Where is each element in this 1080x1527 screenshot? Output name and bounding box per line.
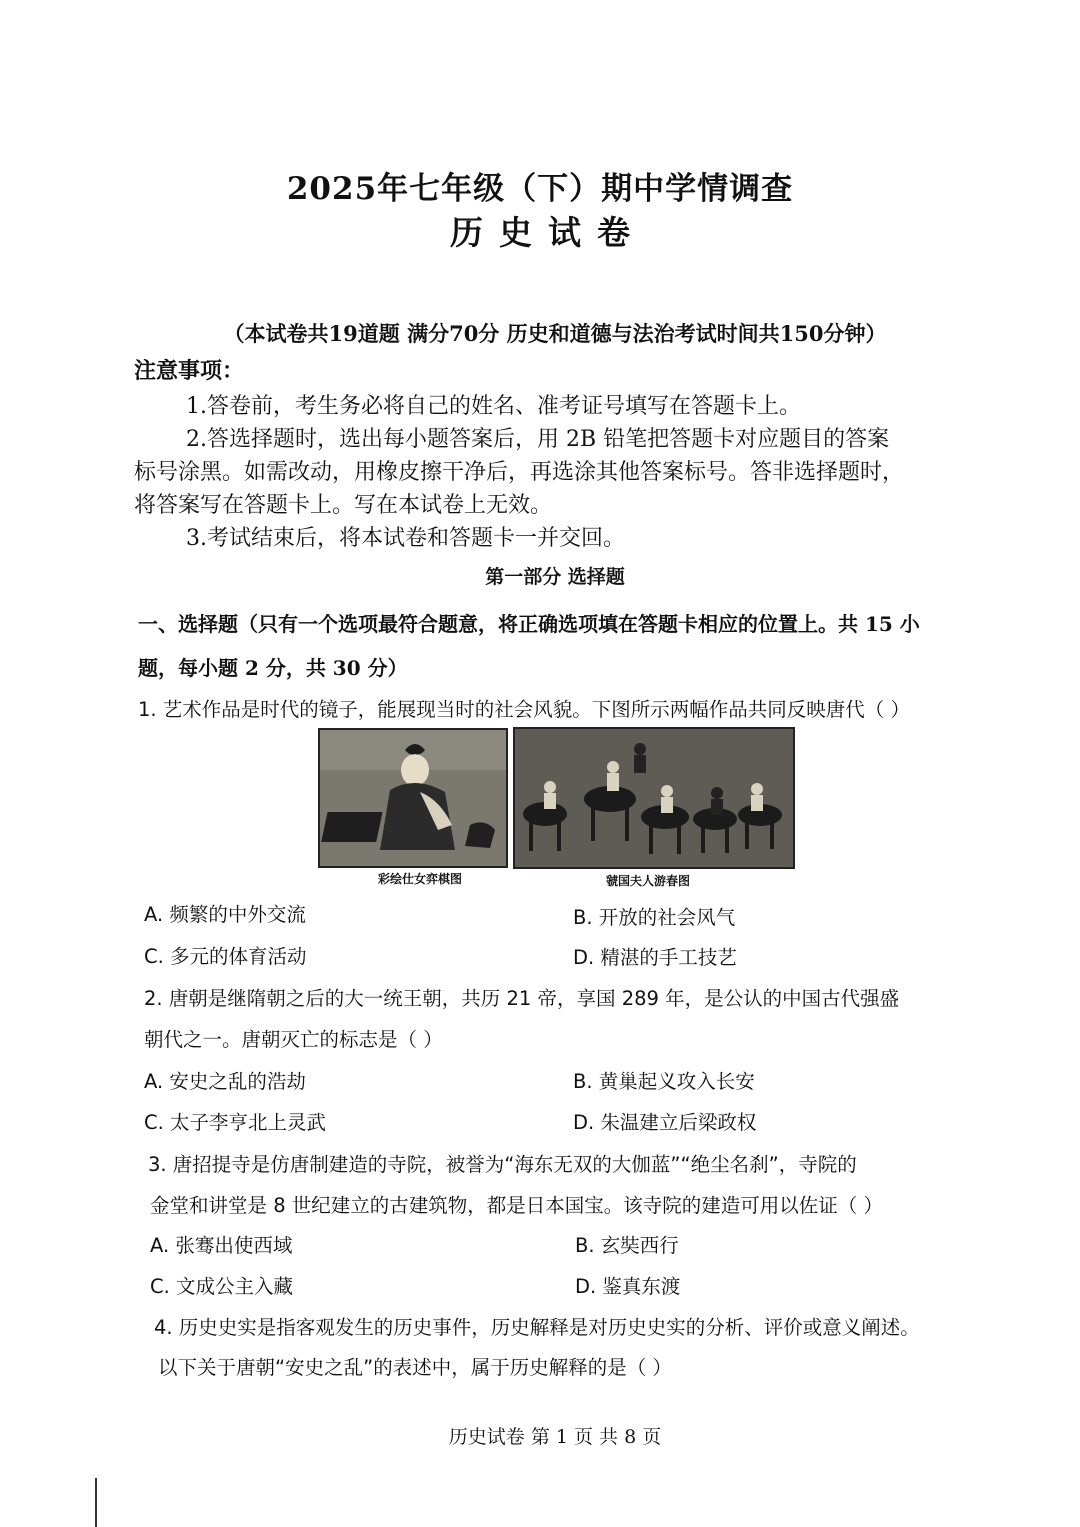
option-b: B. 开放的社会风气: [573, 906, 736, 929]
notice-line: 2.答选择题时，选出每小题答案后，用 2B 铅笔把答题卡对应题目的答案: [186, 427, 890, 452]
part-heading: 第一部分 选择题: [485, 566, 625, 588]
option-a: A. 安史之乱的浩劫: [144, 1070, 306, 1093]
option-c: C. 太子李亨北上灵武: [144, 1111, 327, 1134]
option-b: B. 玄奘西行: [575, 1234, 679, 1257]
section-instructions: 一、选择题（只有一个选项最符合题意，将正确选项填在答题卡相应的位置上。共 15 小: [138, 612, 920, 636]
painting-lady-guoguo-spring-outing: [513, 727, 795, 869]
option-a: A. 频繁的中外交流: [144, 903, 306, 926]
scan-edge-line: [95, 1478, 97, 1527]
option-d: D. 鉴真东渡: [575, 1275, 681, 1298]
notice-line: 3.考试结束后，将本试卷和答题卡一并交回。: [186, 526, 625, 551]
figure-caption: 彩绘仕女弈棋图: [378, 872, 463, 886]
notice-line: 将答案写在答题卡上。写在本试卷上无效。: [134, 493, 553, 518]
page-footer: 历史试卷 第 1 页 共 8 页: [448, 1426, 662, 1448]
subject-title: 历史试卷: [450, 213, 646, 252]
figure-caption: 虢国夫人游春图: [606, 874, 691, 888]
question-2-stem-cont: 朝代之一。唐朝灭亡的标志是（ ）: [144, 1028, 443, 1051]
option-a: A. 张骞出使西域: [150, 1234, 293, 1257]
option-c: C. 多元的体育活动: [144, 945, 307, 968]
exam-info: （本试卷共19道题 满分70分 历史和道德与法治考试时间共150分钟）: [223, 321, 887, 346]
option-d: D. 精湛的手工技艺: [573, 946, 737, 969]
painting-ladies-playing-weiqi: [318, 728, 508, 868]
question-2-stem: 2. 唐朝是继隋朝之后的大一统王朝，共历 21 帝，享国 289 年，是公认的中国古代强盛: [144, 987, 900, 1010]
question-4-stem: 4. 历史史实是指客观发生的历史事件，历史解释是对历史史实的分析、评价或意义阐述。: [154, 1316, 920, 1339]
question-4-stem-cont: 以下关于唐朝“安史之乱”的表述中，属于历史解释的是（ ）: [158, 1356, 672, 1379]
exam-title: 2025年七年级（下）期中学情调查: [286, 171, 794, 207]
question-1-stem: 1. 艺术作品是时代的镜子，能展现当时的社会风貌。下图所示两幅作品共同反映唐代（ ）: [138, 698, 911, 721]
question-3-stem-cont: 金堂和讲堂是 8 世纪建立的古建筑物，都是日本国宝。该寺院的建造可用以佐证（ ）: [150, 1194, 884, 1217]
notice-line: 标号涂黑。如需改动，用橡皮擦干净后，再选涂其他答案标号。答非选择题时，: [134, 460, 905, 485]
option-c: C. 文成公主入藏: [150, 1275, 294, 1298]
option-b: B. 黄巢起义攻入长安: [573, 1070, 755, 1093]
notice-heading: 注意事项：: [134, 358, 245, 384]
notice-line: 1.答卷前，考生务必将自己的姓名、准考证号填写在答题卡上。: [186, 394, 801, 419]
question-3-stem: 3. 唐招提寺是仿唐制建造的寺院，被誉为“海东无双的大伽蓝”“绝尘名刹”，寺院的: [148, 1153, 857, 1176]
option-d: D. 朱温建立后梁政权: [573, 1111, 757, 1134]
section-instructions-cont: 题，每小题 2 分，共 30 分）: [138, 656, 408, 680]
